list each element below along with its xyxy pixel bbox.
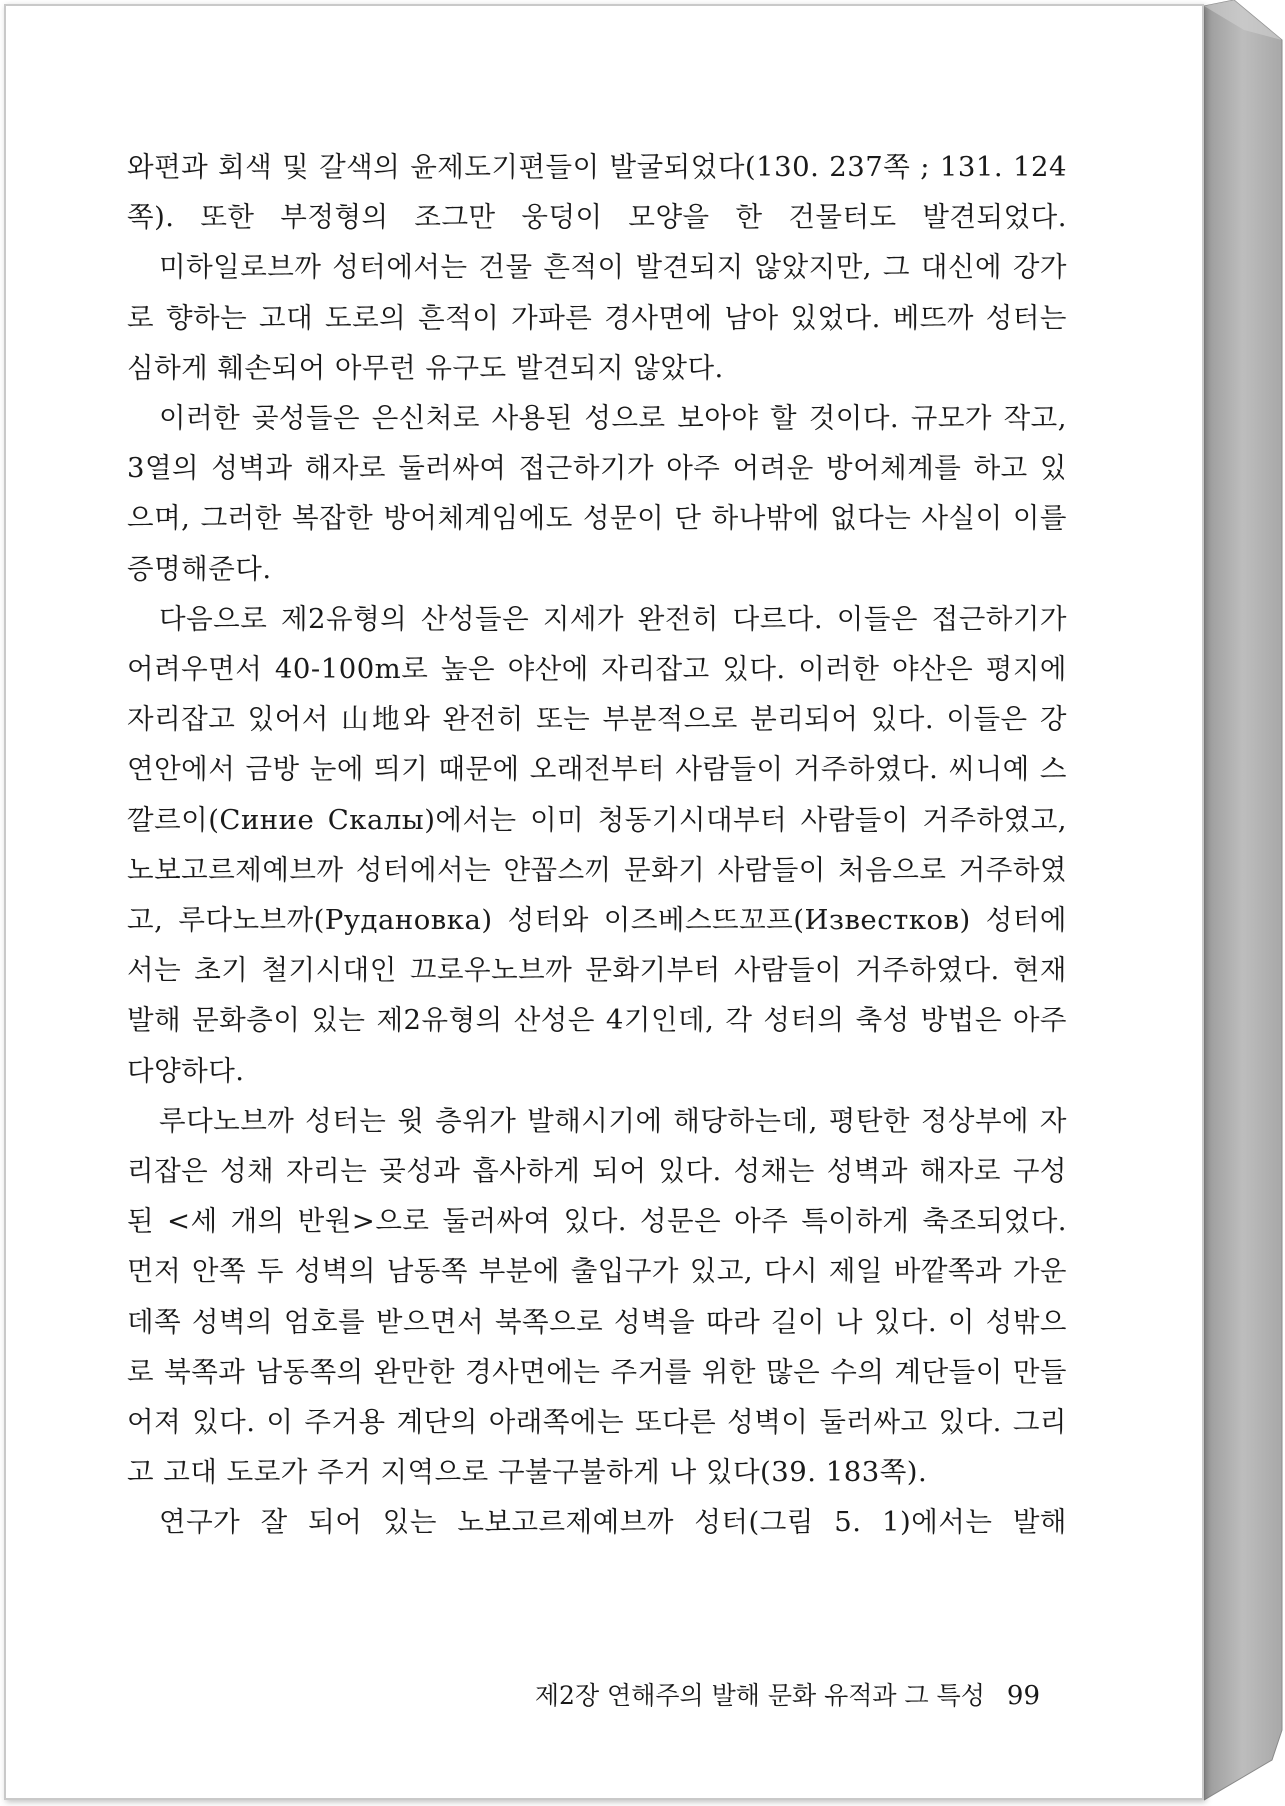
paragraph-6: 연구가 잘 되어 있는 노보고르제예브까 성터(그림 5. 1)에서는 발해: [159, 1506, 1067, 1539]
body-text: [127, 142, 1067, 1548]
page-number: 99: [1006, 1681, 1040, 1711]
paragraph-5: 루다노브까 성터는 윗 층위가 발해시기에 해당하는데, 평탄한 정상부에 자리잡은 성채 자리는 곶성과 흡사하게 되어 있다. 성채는 성벽과 해자로 구성된 <세 개의 반원>으로 둘러싸여 있다. 성문은 아주 특이하게 축조되었다. 먼저 안쪽 두 성벽의 남동쪽 부분에 출입구가 있고, 다시 제일 바깥쪽과 가운데쪽 성벽의 엄호를 받으면서 북쪽으로 성벽을 따라 길이 나 있다. 이 성밖으로 북쪽과 남동쪽의 완만한 경사면에는 주거를 위한 많은 수의 계단들이 만들어져 있다. 이 주거용 계단의 아래쪽에는 또다른 성벽이 둘러싸고 있다. 그리고 고대 도로가 주거 지역으로 구불구불하게 나 있다(39. 183쪽).: [127, 1104, 1067, 1489]
page-footer: [520, 1676, 1040, 1712]
paragraph-2: 미하일로브까 성터에서는 건물 흔적이 발견되지 않았지만, 그 대신에 강가로 향하는 고대 도로의 흔적이 가파른 경사면에 남아 있었다. 베뜨까 성터는 심하게 훼손되어 아무런 유구도 발견되지 않았다.: [127, 251, 1067, 384]
paragraph-1: 와편과 회색 및 갈색의 윤제도기편들이 발굴되었다(130. 237쪽 ; 131. 124쪽). 또한 부정형의 조그만 웅덩이 모양을 한 건물터도 발견되었다.: [127, 151, 1067, 234]
book-spine-edge: [1204, 0, 1285, 1806]
paragraph-3: 이러한 곶성들은 은신처로 사용된 성으로 보아야 할 것이다. 규모가 작고, 3열의 성벽과 해자로 둘러싸여 접근하기가 아주 어려운 방어체계를 하고 있으며, 그러한 복잡한 방어체계임에도 성문이 단 하나밖에 없다는 사실이 이를 증명해준다.: [127, 402, 1067, 585]
paragraph-4: 다음으로 제2유형의 산성들은 지세가 완전히 다르다. 이들은 접근하기가 어려우면서 40-100m로 높은 야산에 자리잡고 있다. 이러한 야산은 평지에 자리잡고 있어서 山地와 완전히 또는 부분적으로 분리되어 있다. 이들은 강 연안에서 금방 눈에 띄기 때문에 오래전부터 사람들이 거주하였다. 씨니예 스깔르이(Синие Скалы)에서는 이미 청동기시대부터 사람들이 거주하였고, 노보고르제예브까 성터에서는 얀꼽스끼 문화기 사람들이 처음으로 거주하였고, 루다노브까(Рудановка) 성터와 이즈베스뜨꼬프(Известков) 성터에서는 초기 철기시대인 끄로우노브까 문화기부터 사람들이 거주하였다. 현재 발해 문화층이 있는 제2유형의 산성은 4기인데, 각 성터의 축성 방법은 아주 다양하다.: [127, 602, 1067, 1087]
running-footer-chapter: 제2장 연해주의 발해 문화 유적과 그 특성: [534, 1681, 985, 1710]
